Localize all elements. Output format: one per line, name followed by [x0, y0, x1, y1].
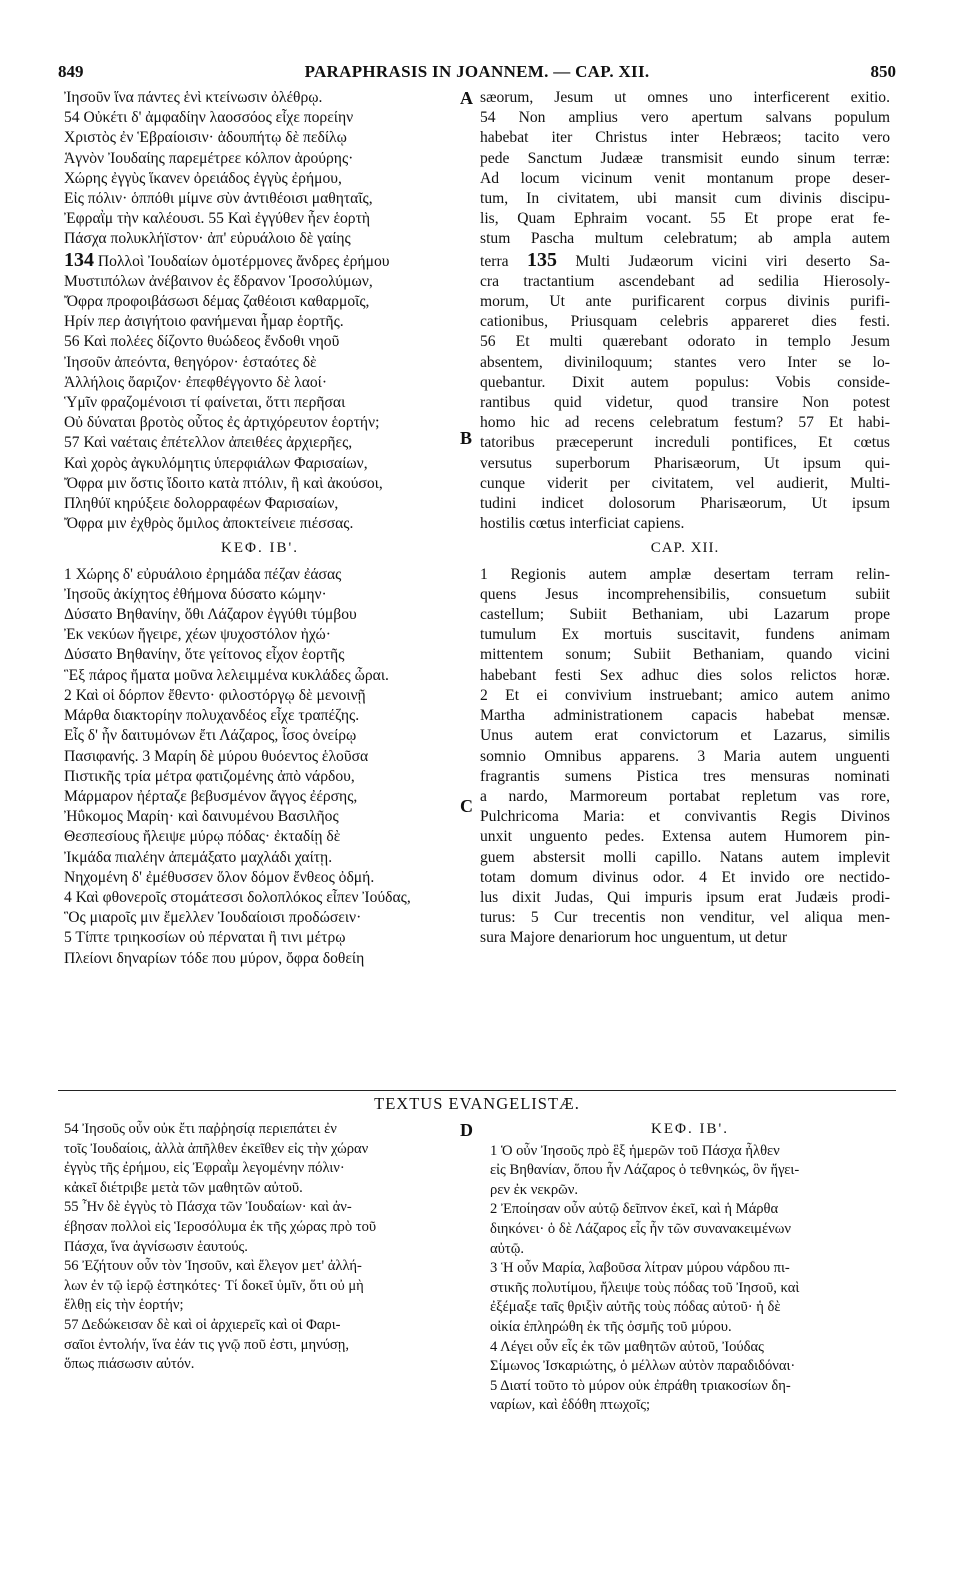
- greek-verse-line: Ἐκ νεκύων ἤγειρε, χέων ψυχοστόλον ἠχώ·: [64, 626, 331, 644]
- latin-text-line: lis, Quam Ephraim vocant. 55 Et prope erat fe-: [480, 210, 890, 228]
- greek-verse-line: 54 Οὐκέτι δ' ἀμφαδίην λαοσσόος εἶχε πορείην: [64, 109, 354, 127]
- greek-verse-line: Ἠΰκομος Μαρίη· καὶ δαινυμένου Βασιλῆος: [64, 808, 339, 826]
- gospel-line: Σίμωνος Ἰσκαριώτης, ὁ μέλλων αὐτὸν παραδιδόναι·: [490, 1358, 796, 1375]
- greek-verse-line: Ὄφρα προφοιβάσωσι δέμας ζαθέοισι καθαρμοῖς,: [64, 293, 370, 311]
- gospel-right-lines: [490, 1142, 890, 1416]
- gospel-line: Πάσχα, ἵνα ἁγνίσωσιν ἑαυτούς.: [64, 1238, 248, 1255]
- latin-text-line: cunque viderit per civitatem, vel audierit, Multi-: [480, 474, 890, 492]
- greek-verse-line: Καὶ χορὸς ἀγκυλόμητις ὑπερφιάλων Φαρισαίων,: [64, 454, 368, 472]
- latin-text-line: unxit unguento pedes. Extensa autem Humorem pin-: [480, 828, 890, 846]
- latin-text-line: tatoribus præceperunt increduli pontifices, Et cœtus: [480, 434, 890, 452]
- running-title: PARAPHRASIS IN JOANNEM. — CAP. XII.: [304, 62, 650, 81]
- gospel-line: 57 Δεδώκεισαν δὲ καὶ οἱ ἀρχιερεῖς καὶ οἱ Φαρι-: [64, 1316, 341, 1333]
- greek-verse-line: Ὑμῖν φραζομένοισι τί φαίνεται, ὅττι περῆσαι: [64, 394, 346, 412]
- gospel-line: οἰκία ἐπληρώθη ἐκ τῆς ὀσμῆς τοῦ μύρου.: [490, 1318, 732, 1335]
- greek-verse-line: Μυστιπόλων ἀνέβαινον ἐς ἕδρανον Ἱροσολύμων,: [64, 272, 373, 290]
- latin-text-line: cationibus, Priusquam celebris appareret dies festi.: [480, 313, 890, 331]
- latin-text-line: castellum; Subiit Bethaniam, ubi Lazarum prope: [480, 606, 890, 624]
- greek-verse-line: 56 Καὶ πολέες δίζοντο θυώδεος ἔνδοθι νηοῦ: [64, 333, 340, 351]
- latin-text-line: Unus autem erat convictorum et Lazarus, similis: [480, 727, 890, 745]
- greek-verse-line: 1 Χώρης δ' εὐρυάλοιο ἐρημάδα πέζαν ἐάσας: [64, 565, 342, 583]
- greek-verse-line: Πλείονι δηναρίων τόδε που μύρον, ὄφρα δοθείη: [64, 949, 365, 967]
- gospel-line: έβησαν πολλοὶ εἰς Ἱεροσόλυμα ἐκ τῆς χώρας πρὸ τοῦ: [64, 1218, 377, 1235]
- gospel-line: 4 Λέγει οὖν εἷς ἐκ τῶν μαθητῶν αὐτοῦ, Ἰούδας: [490, 1338, 764, 1355]
- gospel-line: εἰς Βηθανίαν, ὅπου ἦν Λάζαρος ὁ τεθνηκώς, ὃν ἤγει-: [490, 1162, 800, 1179]
- gospel-line: στικῆς πολυτίμου, ἤλειψε τοὺς πόδας τοῦ Ἰησοῦ, καὶ: [490, 1279, 800, 1296]
- greek-verse-line: Ἐφραῒμ τὴν καλέουσι. 55 Καὶ ἐγγύθεν ἦεν ἑορτὴ: [64, 210, 371, 228]
- greek-verse-line: Οὐ δύναται βροτὸς οὗτος ἐς ἀρτιχόρευτον ἑορτήν;: [64, 414, 380, 432]
- greek-verse-line: Ὄφρα μιν ἐχθρὸς ὅμιλος ἀποκτείνειε πιέσσας.: [64, 515, 354, 533]
- latin-text-line: 54 Non amplius vero apertum salvans populum: [480, 109, 890, 127]
- gospel-line: αὐτῷ.: [490, 1240, 524, 1257]
- latin-text-line: stum Pascha multum celebratum; ab ampla autem: [480, 230, 890, 248]
- greek-verse-line: Δύσατο Βηθανίην, ὅθι Λάζαρον ἐγγύθι τύμβου: [64, 606, 357, 624]
- margin-marker-c: C: [460, 796, 473, 816]
- latin-text-line: hostilis cœtus interficiat capiens.: [480, 515, 685, 533]
- gospel-line: ὅπως πιάσωσιν αὐτόν.: [64, 1356, 195, 1373]
- greek-verse-line: Δύσατο Βηθανίην, ὅτε γείτονος εἶχον ἑορτῆς: [64, 646, 345, 664]
- greek-paraphrase-verses: [64, 88, 456, 534]
- latin-text-line: tumulum Ex mortuis suscitavit, fundens animam: [480, 626, 890, 644]
- greek-chapter-heading: ΚΕΦ. ΙΒ'.: [221, 540, 299, 557]
- greek-paraphrase-column: [64, 88, 456, 969]
- greek-verse-line: Ἰησοῦς ἀκίχητος ἐθήμονα δύσατο κώμην·: [64, 585, 327, 603]
- latin-text-line: versutus superborum Pharisæorum, Ut ipsum qui-: [480, 454, 890, 472]
- latin-text-line: somnio Omnibus apparens. 3 Maria autem unguenti: [480, 747, 890, 765]
- latin-paraphrase-chapter-12: [480, 565, 890, 949]
- gospel-line: 5 Διατί τοῦτο τὸ μύρον οὐκ ἐπράθη τριακοσίων δη-: [490, 1377, 791, 1394]
- latin-text-line: absentem, diviniloquum; stantes vero Inter se lo-: [480, 353, 890, 371]
- gospel-line: 55 Ἦν δὲ ἐγγὺς τὸ Πάσχα τῶν Ἰουδαίων· καὶ ἀν-: [64, 1199, 352, 1216]
- greek-verse-line: Ὃς μιαροῖς μιν ἔμελλεν Ἰουδαίοισι προδώσειν·: [64, 909, 362, 927]
- gospel-line: διηκόνει· ὁ δὲ Λάζαρος εἷς ἦν τῶν συνανακειμένων: [490, 1220, 791, 1237]
- gospel-line: ἐξέμαξε ταῖς θριξὶν αὐτῆς τοὺς πόδας αὐτοῦ· ἡ δὲ: [490, 1299, 781, 1316]
- latin-text-line: homo hic ad recens celebratum festum? 57 Et habi-: [480, 414, 890, 432]
- latin-text-line: habebant festi Sex adhuc dies solos relictos horæ.: [480, 666, 890, 684]
- gospel-line: 54 Ἰησοῦς οὖν οὐκ ἔτι παῤῥησίᾳ περιεπάτει ἐν: [64, 1121, 337, 1137]
- latin-text-line: morum, Ut ante purificarent corpus divinis purifi-: [480, 293, 890, 311]
- gospel-line: κἀκεῖ διέτριβε μετὰ τῶν μαθητῶν αὐτοῦ.: [64, 1179, 303, 1196]
- greek-verse-line: 2 Καὶ οἱ δόρπον ἔθεντο· φιλοστόργῳ δὲ μενοινῇ: [64, 686, 366, 704]
- greek-verse-line: Ἰκμάδα πιαλέην ἀπεμάξατο μαχλάδι χαίτῃ.: [64, 848, 333, 866]
- page-header: [58, 58, 896, 86]
- greek-verse-line: 57 Καὶ ναέταις ἐπέτελλον ἀπειθέες ἀρχιερῆες,: [64, 434, 353, 452]
- latin-text-line: mittentem sonum; Subiit Bethaniam, quando vicini: [480, 646, 890, 664]
- latin-text-line: fragrantis sumens Pistica tres mensuras nominati: [480, 767, 890, 785]
- gospel-line: λων ἐν τῷ ἱερῷ ἑστηκότες· Τί δοκεῖ ὑμῖν, ὅτι οὐ μὴ: [64, 1277, 364, 1294]
- margin-marker-b: B: [460, 428, 473, 448]
- latin-paraphrase-column: [480, 88, 890, 949]
- gospel-line: 2 Ἐποίησαν οὖν αὐτῷ δεῖπνον ἐκεῖ, καὶ ἡ Μάρθα: [490, 1201, 779, 1218]
- greek-verse-line: Εἷς δ' ἦν δαιτυμόνων ἔτι Λάζαρος, ἶσος ὀνείρῳ: [64, 727, 357, 745]
- greek-verse-line: Ἀλλήλοις ὄαριζον· ἐπεφθέγγοντο δὲ λαοί·: [64, 373, 328, 391]
- greek-verse-line: 134 Πολλοὶ Ἰουδαίων ὁμοτέρμονες ἄνδρες ἐρήμου: [64, 249, 390, 271]
- latin-text-line: quebantur. Dixit autem populus: Vobis conside-: [480, 373, 890, 391]
- latin-text-line: 1 Regionis autem amplæ desertam terram relin-: [480, 565, 890, 583]
- greek-verse-line: Χώρης ἐγγὺς ἵκανεν ὀρειάδος ἐγγὺς ἐρήμου,: [64, 169, 342, 187]
- gospel-line: ἔλθῃ εἰς τὴν ἑορτήν;: [64, 1297, 184, 1314]
- latin-text-line: Pulchricoma Maria: et convivantis Regis Divinos: [480, 808, 890, 826]
- latin-text-line: a nardo, Marmoreum portabat repletum vas rore,: [480, 787, 890, 805]
- greek-verse-line: Πιστικῆς τρία μέτρα φατιζομένης ἀπὸ νάρδου,: [64, 767, 355, 785]
- greek-verse-line: Χριστὸς ἐν Ἑβραίοισιν· ἀδουπήτῳ δὲ πεδίλῳ: [64, 129, 347, 147]
- left-page-number: 849: [58, 62, 84, 81]
- right-page-number: 850: [870, 62, 896, 81]
- latin-text-line: sura Majore denariorum hoc unguentum, ut detur: [480, 929, 788, 947]
- latin-text-line: Martha administrationem capacis habebat mensæ.: [480, 707, 890, 725]
- gospel-line: ρεν ἐκ νεκρῶν.: [490, 1181, 579, 1198]
- folio-number: 135: [526, 249, 557, 271]
- gospel-line: 56 Ἐζήτουν οὖν τὸν Ἰησοῦν, καὶ ἔλεγον μετ' ἀλλή-: [64, 1258, 362, 1275]
- latin-text-line: totam domum divinus odor. 4 Et invido ore nectido-: [480, 868, 890, 886]
- gospel-left-lines: [64, 1120, 456, 1375]
- greek-verse-line: Θεσπεσίους ἤλειψε μύρῳ πόδας· ἐκταδίῃ δὲ: [64, 828, 341, 846]
- latin-text-line: Ad locum vicinum venit montanum prope deser-: [480, 169, 890, 187]
- latin-text-line: 56 Et multi quærebant odorato in templo Jesum: [480, 333, 890, 351]
- greek-verse-line: Πάσχα πολυκλήϊστον· ἀπ' εὐρυάλοιο δὲ γαίης: [64, 230, 351, 248]
- greek-verse-line: Ἓξ πάρος ἤματα μοῦνα λελειμμένα κυκλάδες ὧραι.: [64, 666, 389, 684]
- greek-verse-line: Ἰησοῦν ἀπεόντα, θεηγόρον· ἑσταότες δὲ: [64, 353, 317, 371]
- greek-verse-line: Μάρμαρον ἠέρταζε βεβυσμένον ἄγγος ἐέρσης,: [64, 787, 358, 805]
- gospel-line: τοῖς Ἰουδαίοις, ἀλλὰ ἀπῆλθεν ἐκεῖθεν εἰς τὴν χώραν: [64, 1140, 369, 1157]
- latin-text-line: terra 135 Multi Judæorum vicini viri deserto Sa-: [480, 249, 890, 271]
- latin-text-line: guem abstersit molli capillo. Natans autem implevit: [480, 848, 890, 866]
- greek-verse-line: Μάρθα διακτορίην πολυχανδέος εἶχε τραπέζης.: [64, 707, 360, 725]
- greek-verse-line: Πληθύϊ κηρύξειε δολορραφέων Φαρισαίων,: [64, 495, 339, 513]
- greek-verse-line: Εἰς πόλιν· ὁππόθι μίμνε σὺν ἀντιθέοισι μαθηταῖς,: [64, 190, 373, 208]
- margin-marker-a: A: [460, 88, 473, 108]
- latin-text-line: cra tractantium ascendebant ad sedilia Hierosoly-: [480, 272, 890, 290]
- gospel-chapter-heading: ΚΕΦ. ΙΒ'.: [651, 1121, 729, 1137]
- latin-text-line: tudini indicet dolosorum Pharisæorum, Ut ipsum: [480, 495, 890, 513]
- greek-verse-line: Ἰησοῦν ἵνα πάντες ἑνὶ κτείνωσιν ὀλέθρῳ.: [64, 89, 323, 106]
- latin-text-line: sæorum, Jesum ut omnes uno interficerent exitio.: [480, 89, 890, 106]
- latin-text-line: lus dixit Judas, Qui impuris ipsum erat Judæis prodi-: [480, 888, 890, 906]
- latin-text-line: quens Jesus incomprehensibilis, consuetum subiit: [480, 585, 890, 603]
- gospel-line: ναρίων, καὶ ἐδόθη πτωχοῖς;: [490, 1397, 651, 1414]
- gospel-line: 1 Ὁ οὖν Ἰησοῦς πρὸ ἓξ ἡμερῶν τοῦ Πάσχα ἦλθεν: [490, 1142, 780, 1159]
- latin-chapter-heading: CAP. XII.: [650, 540, 720, 557]
- latin-text-line: tum, In civitatem, ubi mansit cum divinis discipu-: [480, 190, 890, 208]
- gospel-text-right: [490, 1120, 890, 1416]
- latin-paraphrase-verses: [480, 88, 890, 534]
- latin-text-line: turus: 5 Cur trecentis non venditur, vel aliqua men-: [480, 909, 890, 927]
- gospel-line: 3 Ἡ οὖν Μαρία, λαβοῦσα λίτραν μύρου νάρδου πι-: [490, 1260, 790, 1277]
- gospel-text-left: [64, 1120, 456, 1375]
- greek-verse-line: Ηρίν περ ἀσιγήτοιο φανήμεναι ἦμαρ ἑορτῆς.: [64, 313, 344, 331]
- gospel-line: ἐγγὺς τῆς ἐρήμου, εἰς Ἐφραῒμ λεγομένην πόλιν·: [64, 1160, 345, 1177]
- greek-verse-line: 5 Τίπτε τριηκοσίων οὐ πέρναται ἢ τινι μέτρῳ: [64, 929, 346, 947]
- gospel-line: σαῖοι ἐντολήν, ἵνα ἐάν τις γνῷ ποῦ ἐστι, μηνύσῃ,: [64, 1336, 350, 1353]
- latin-text-line: pede Sanctum Judææ transmisit eundo sinum terræ:: [480, 149, 890, 167]
- gospel-text-title: TEXTUS EVANGELISTÆ.: [374, 1094, 580, 1113]
- greek-paraphrase-chapter-12: [64, 565, 456, 969]
- section-divider: [58, 1090, 896, 1091]
- margin-marker-d: D: [460, 1120, 473, 1140]
- folio-number: 134: [64, 249, 94, 271]
- latin-text-line: 2 Et ei convivium instruebant; amico autem animo: [480, 686, 890, 704]
- greek-verse-line: 4 Καὶ φθονεροῖς στομάτεσσι δολοπλόκος εἶπεν Ἰούδας,: [64, 888, 411, 906]
- greek-verse-line: Ὄφρα μιν ὅστις ἴδοιτο κατὰ πτόλιν, ἢ καὶ ἀκούσοι,: [64, 474, 383, 492]
- greek-verse-line: Ἁγνὸν Ἰουδαίης παρεμέτρεε κόλπον ἀρούρης·: [64, 149, 354, 167]
- greek-verse-line: Νηχομένη δ' ἐμέθυσσεν ὅλον δόμον ἔνθεος ὀδμή.: [64, 868, 375, 886]
- greek-verse-line: Πασιφανής. 3 Μαρίη δὲ μύρου θυόεντος ἑλοῦσα: [64, 747, 369, 765]
- latin-text-line: habebat iter Christus inter Hebræos; tacito vero: [480, 129, 890, 147]
- latin-text-line: rantibus quid videtur, quod transire Non potest: [480, 394, 890, 412]
